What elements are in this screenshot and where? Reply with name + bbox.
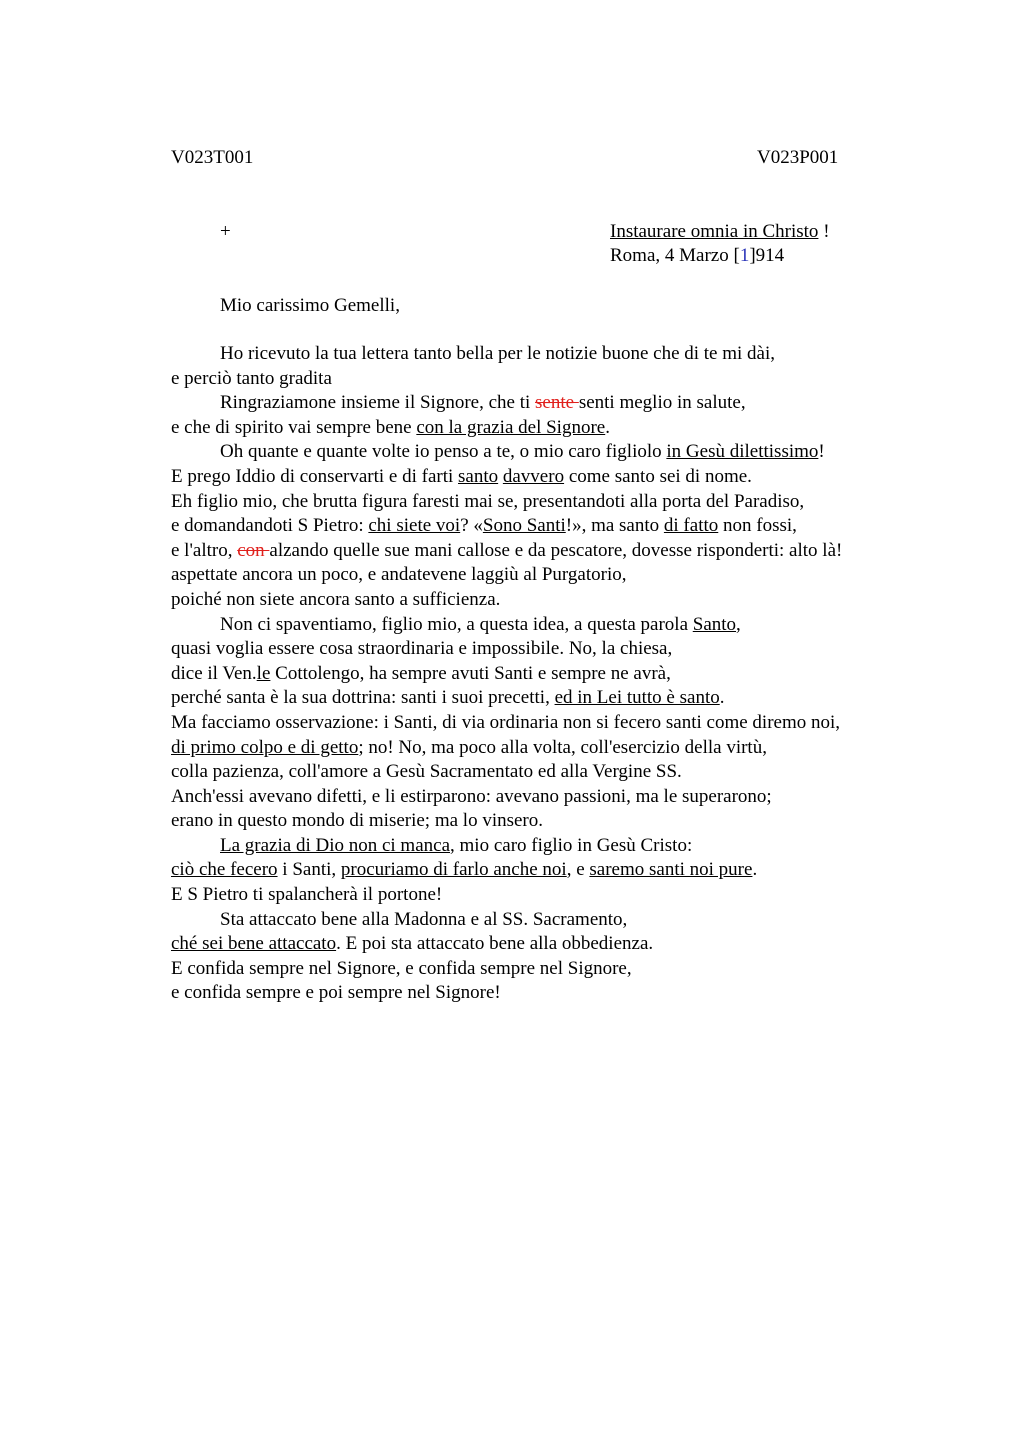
line-text: senti meglio in salute, — [578, 392, 746, 414]
line-text: Cottolengo, ha sempre avuti Santi e sempre ne avrà, — [270, 662, 671, 684]
letter-line — [171, 932, 971, 957]
motto-text: Instaurare omnia in Christo — [610, 221, 819, 242]
underlined-text: chi siete voi — [368, 515, 461, 537]
line-text: . — [605, 416, 610, 438]
line-text: come santo sei di nome. — [564, 465, 752, 487]
letter-line — [171, 981, 971, 1006]
letter-line — [171, 760, 971, 785]
letter-line — [171, 416, 971, 441]
letter-line — [171, 957, 971, 982]
underlined-text: ciò che fecero — [171, 859, 278, 881]
date-after: ]914 — [749, 245, 785, 266]
line-text: Oh quante e quante volte io penso a te, o mio caro figliolo — [220, 441, 667, 463]
letter-line — [171, 465, 971, 490]
line-text: E confida sempre nel Signore, e confida sempre nel Signore, — [171, 957, 632, 979]
line-text: dice il Ven. — [171, 662, 257, 684]
motto — [610, 220, 830, 244]
letter-line — [171, 711, 971, 736]
line-text: Ringraziamone insieme il Signore, che ti — [220, 392, 536, 414]
line-text: aspettate ancora un poco, e andatevene laggiù al Purgatorio, — [171, 564, 627, 586]
header-left-code: V023T001 — [171, 147, 254, 168]
line-text: , e — [566, 859, 590, 881]
line-text: perché santa è la sua dottrina: santi i suoi precetti, — [171, 687, 555, 709]
motto-end: ! — [818, 221, 830, 242]
letter-line — [171, 883, 971, 908]
line-text: ! — [818, 441, 825, 463]
line-text: ? « — [460, 515, 483, 537]
underlined-text: in Gesù dilettissimo — [666, 441, 819, 463]
line-text: i Santi, — [277, 859, 341, 881]
letter-line — [171, 637, 971, 662]
line-text: , — [736, 613, 741, 635]
underlined-text: santo — [458, 465, 499, 487]
letter-line — [171, 563, 971, 588]
date-note-link[interactable]: 1 — [739, 245, 750, 266]
underlined-text: di fatto — [663, 515, 719, 537]
line-text: Anch'essi avevano difetti, e li estirparono: avevano passioni, ma le superarono; — [171, 785, 772, 807]
line-text: Non ci spaventiamo, figlio mio, a questa idea, a questa parola — [220, 613, 693, 635]
letter-line — [171, 514, 971, 539]
line-text: quasi voglia essere cosa straordinaria e impossibile. No, la chiesa, — [171, 638, 673, 660]
date-line — [610, 244, 784, 268]
letter-body — [171, 342, 971, 1006]
underlined-text: La grazia di Dio non ci manca — [220, 834, 451, 856]
line-text: alzando quelle sue mani callose e da pescatore, dovesse risponderti: alto là! — [269, 539, 843, 561]
letter-line — [171, 686, 971, 711]
underlined-text: saremo santi noi pure — [589, 859, 753, 881]
line-text: erano in questo mondo di miserie; ma lo vinsero. — [171, 810, 544, 832]
line-text: Eh figlio mio, che brutta figura faresti mai se, presentandoti alla porta del Paradiso, — [171, 490, 805, 512]
date-before: Roma, 4 Marzo [ — [610, 245, 740, 266]
letter-line — [171, 809, 971, 834]
letter-line — [171, 613, 971, 638]
underlined-text: ed in Lei tutto è santo — [554, 687, 720, 709]
letter-line — [171, 490, 971, 515]
line-text: Ho ricevuto la tua lettera tanto bella per le notizie buone che di te mi dài, — [220, 343, 776, 364]
line-text: e l'altro, — [171, 539, 238, 561]
letter-line — [171, 342, 971, 367]
line-text: . E poi sta attaccato bene alla obbedienza. — [336, 933, 654, 955]
letter-line — [171, 834, 971, 859]
underlined-text: le — [256, 662, 271, 684]
underlined-text: Santo — [692, 613, 737, 635]
line-text: poiché non siete ancora santo a sufficienza. — [171, 588, 501, 610]
line-text: e che di spirito vai sempre bene — [171, 416, 417, 438]
line-text: , mio caro figlio in Gesù Cristo: — [450, 834, 693, 856]
letter-line — [171, 391, 971, 416]
letter-line — [171, 588, 971, 613]
line-text: Ma facciamo osservazione: i Santi, di via ordinaria non si fecero santi come diremo noi, — [171, 711, 841, 733]
letter-line — [171, 367, 971, 392]
underlined-text: di primo colpo e di getto — [171, 736, 359, 758]
letter-line — [171, 539, 971, 564]
letter-line — [171, 908, 971, 933]
line-text: . — [752, 859, 758, 881]
line-text: e confida sempre e poi sempre nel Signore! — [171, 982, 501, 1004]
underlined-text: davvero — [502, 465, 565, 487]
underlined-text: ché sei bene attaccato — [171, 933, 337, 955]
line-text: non fossi, — [718, 515, 797, 537]
salutation: Mio carissimo Gemelli, — [220, 295, 400, 316]
underlined-text: con la grazia del Signore — [416, 416, 606, 438]
letter-line — [171, 440, 971, 465]
deleted-text: con — [237, 539, 270, 561]
line-text: E prego Iddio di conservarti e di farti — [171, 465, 459, 487]
letter-line — [171, 736, 971, 761]
deleted-text: sente — [535, 392, 579, 414]
line-text: Sta attaccato bene alla Madonna e al SS. Sacramento, — [220, 908, 628, 930]
line-text: e domandandoti S Pietro: — [171, 515, 369, 537]
header-right-code: V023P001 — [757, 147, 839, 168]
line-text: E S Pietro ti spalancherà il portone! — [171, 884, 443, 906]
letter-line — [171, 785, 971, 810]
letter-line — [171, 662, 971, 687]
line-text: colla pazienza, coll'amore a Gesù Sacramentato ed alla Vergine SS. — [171, 761, 682, 783]
underlined-text: Sono Santi — [482, 515, 566, 537]
line-text: e perciò tanto gradita — [171, 367, 332, 389]
cross-mark: + — [220, 221, 231, 242]
line-text: . — [719, 687, 725, 709]
line-text: ; no! No, ma poco alla volta, coll'esercizio della virtù, — [358, 736, 767, 758]
line-text: !», ma santo — [565, 515, 664, 537]
underlined-text: procuriamo di farlo anche noi — [340, 859, 567, 881]
letter-line — [171, 858, 971, 883]
